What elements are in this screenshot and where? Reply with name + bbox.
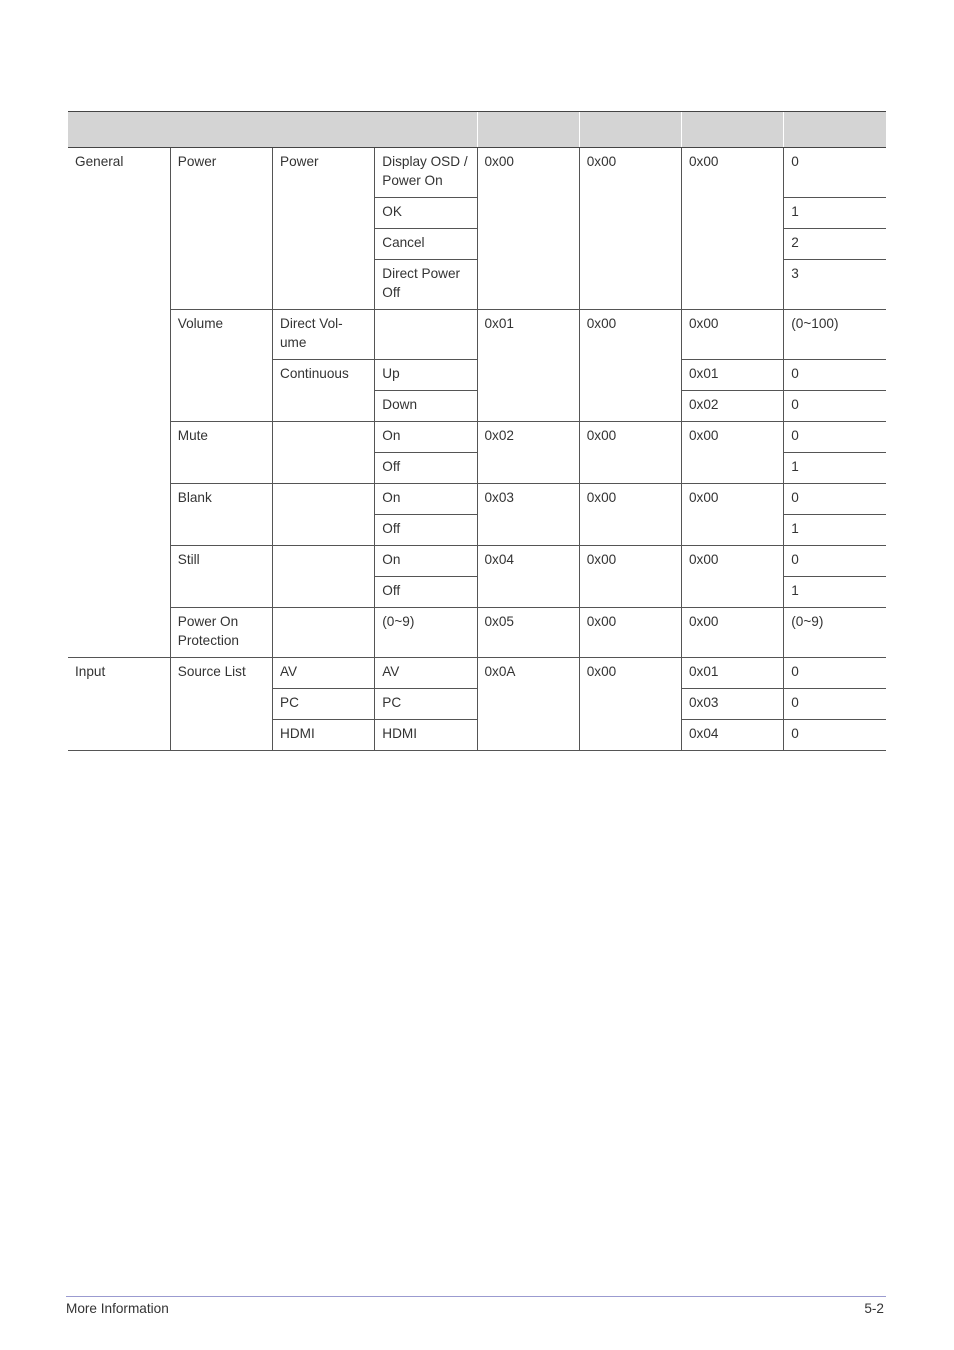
option-direct-volume [375,310,477,360]
table-row [68,658,886,689]
function-source-list: Source List [170,658,272,751]
still-cmd2: 0x00 [579,546,681,608]
input-cmd2: 0x00 [579,658,681,751]
input-cmd3-av: 0x01 [682,658,784,689]
sub-power-on-protection [273,608,375,658]
mute-cmd3: 0x00 [682,422,784,484]
table-row [68,148,886,198]
footer-divider [66,1296,886,1297]
value-cancel: 2 [784,229,886,260]
option-direct-power-off: Direct Power Off [375,260,477,310]
option-hdmi: HDMI [375,720,477,751]
option-display-osd: Display OSD / Power On [375,148,477,198]
option-ok: OK [375,198,477,229]
option-still-off: Off [375,577,477,608]
option-blank-on: On [375,484,477,515]
value-blank-off: 1 [784,515,886,546]
blank-cmd3: 0x00 [682,484,784,546]
option-up: Up [375,360,477,391]
value-volume-down: 0 [784,391,886,422]
still-cmd1: 0x04 [477,546,579,608]
mute-cmd1: 0x02 [477,422,579,484]
option-pc: PC [375,689,477,720]
value-display-osd: 0 [784,148,886,198]
value-direct-power-off: 3 [784,260,886,310]
sub-blank [273,484,375,546]
sub-hdmi: HDMI [273,720,375,751]
volume-cmd3-down: 0x02 [682,391,784,422]
volume-cmd3-direct: 0x00 [682,310,784,360]
function-power-on-protection: Power On Protection [170,608,272,658]
blank-cmd2: 0x00 [579,484,681,546]
volume-cmd1: 0x01 [477,310,579,422]
function-power: Power [170,148,272,310]
input-cmd3-pc: 0x03 [682,689,784,720]
header-cell-cmd1 [477,112,579,148]
protection-cmd1: 0x05 [477,608,579,658]
value-mute-off: 1 [784,453,886,484]
command-table [68,111,886,751]
function-volume: Volume [170,310,272,422]
option-down: Down [375,391,477,422]
option-power-on-protection: (0~9) [375,608,477,658]
function-blank: Blank [170,484,272,546]
header-cell-value [784,112,886,148]
value-mute-on: 0 [784,422,886,453]
option-cancel: Cancel [375,229,477,260]
option-mute-off: Off [375,453,477,484]
sub-continuous: Continuous [273,360,375,422]
still-cmd3: 0x00 [682,546,784,608]
option-av: AV [375,658,477,689]
function-mute: Mute [170,422,272,484]
header-cell-cmd2 [579,112,681,148]
footer-page-number: 5-2 [864,1301,884,1316]
sub-av: AV [273,658,375,689]
value-av: 0 [784,658,886,689]
sub-power: Power [273,148,375,310]
protection-cmd2: 0x00 [579,608,681,658]
option-mute-on: On [375,422,477,453]
sub-still [273,546,375,608]
table-header-row [68,112,886,148]
volume-cmd3-up: 0x01 [682,360,784,391]
power-cmd1: 0x00 [477,148,579,310]
value-pc: 0 [784,689,886,720]
option-blank-off: Off [375,515,477,546]
value-ok: 1 [784,198,886,229]
header-cell-cmd3 [682,112,784,148]
value-volume-up: 0 [784,360,886,391]
category-input: Input [68,658,170,751]
value-volume-direct: (0~100) [784,310,886,360]
power-cmd2: 0x00 [579,148,681,310]
header-cell-command [68,112,477,148]
sub-direct-volume: Direct Vol-ume [273,310,375,360]
volume-cmd2: 0x00 [579,310,681,422]
table-row [68,484,886,515]
option-still-on: On [375,546,477,577]
value-hdmi: 0 [784,720,886,751]
power-cmd3: 0x00 [682,148,784,310]
sub-pc: PC [273,689,375,720]
value-blank-on: 0 [784,484,886,515]
input-cmd3-hdmi: 0x04 [682,720,784,751]
table-row [68,608,886,658]
category-general: General [68,148,170,658]
table-row [68,422,886,453]
sub-mute [273,422,375,484]
mute-cmd2: 0x00 [579,422,681,484]
value-still-on: 0 [784,546,886,577]
value-power-on-protection: (0~9) [784,608,886,658]
footer-section-title: More Information [66,1301,169,1316]
value-still-off: 1 [784,577,886,608]
table-row [68,310,886,360]
table-row [68,546,886,577]
input-cmd1: 0x0A [477,658,579,751]
blank-cmd1: 0x03 [477,484,579,546]
protection-cmd3: 0x00 [682,608,784,658]
function-still: Still [170,546,272,608]
